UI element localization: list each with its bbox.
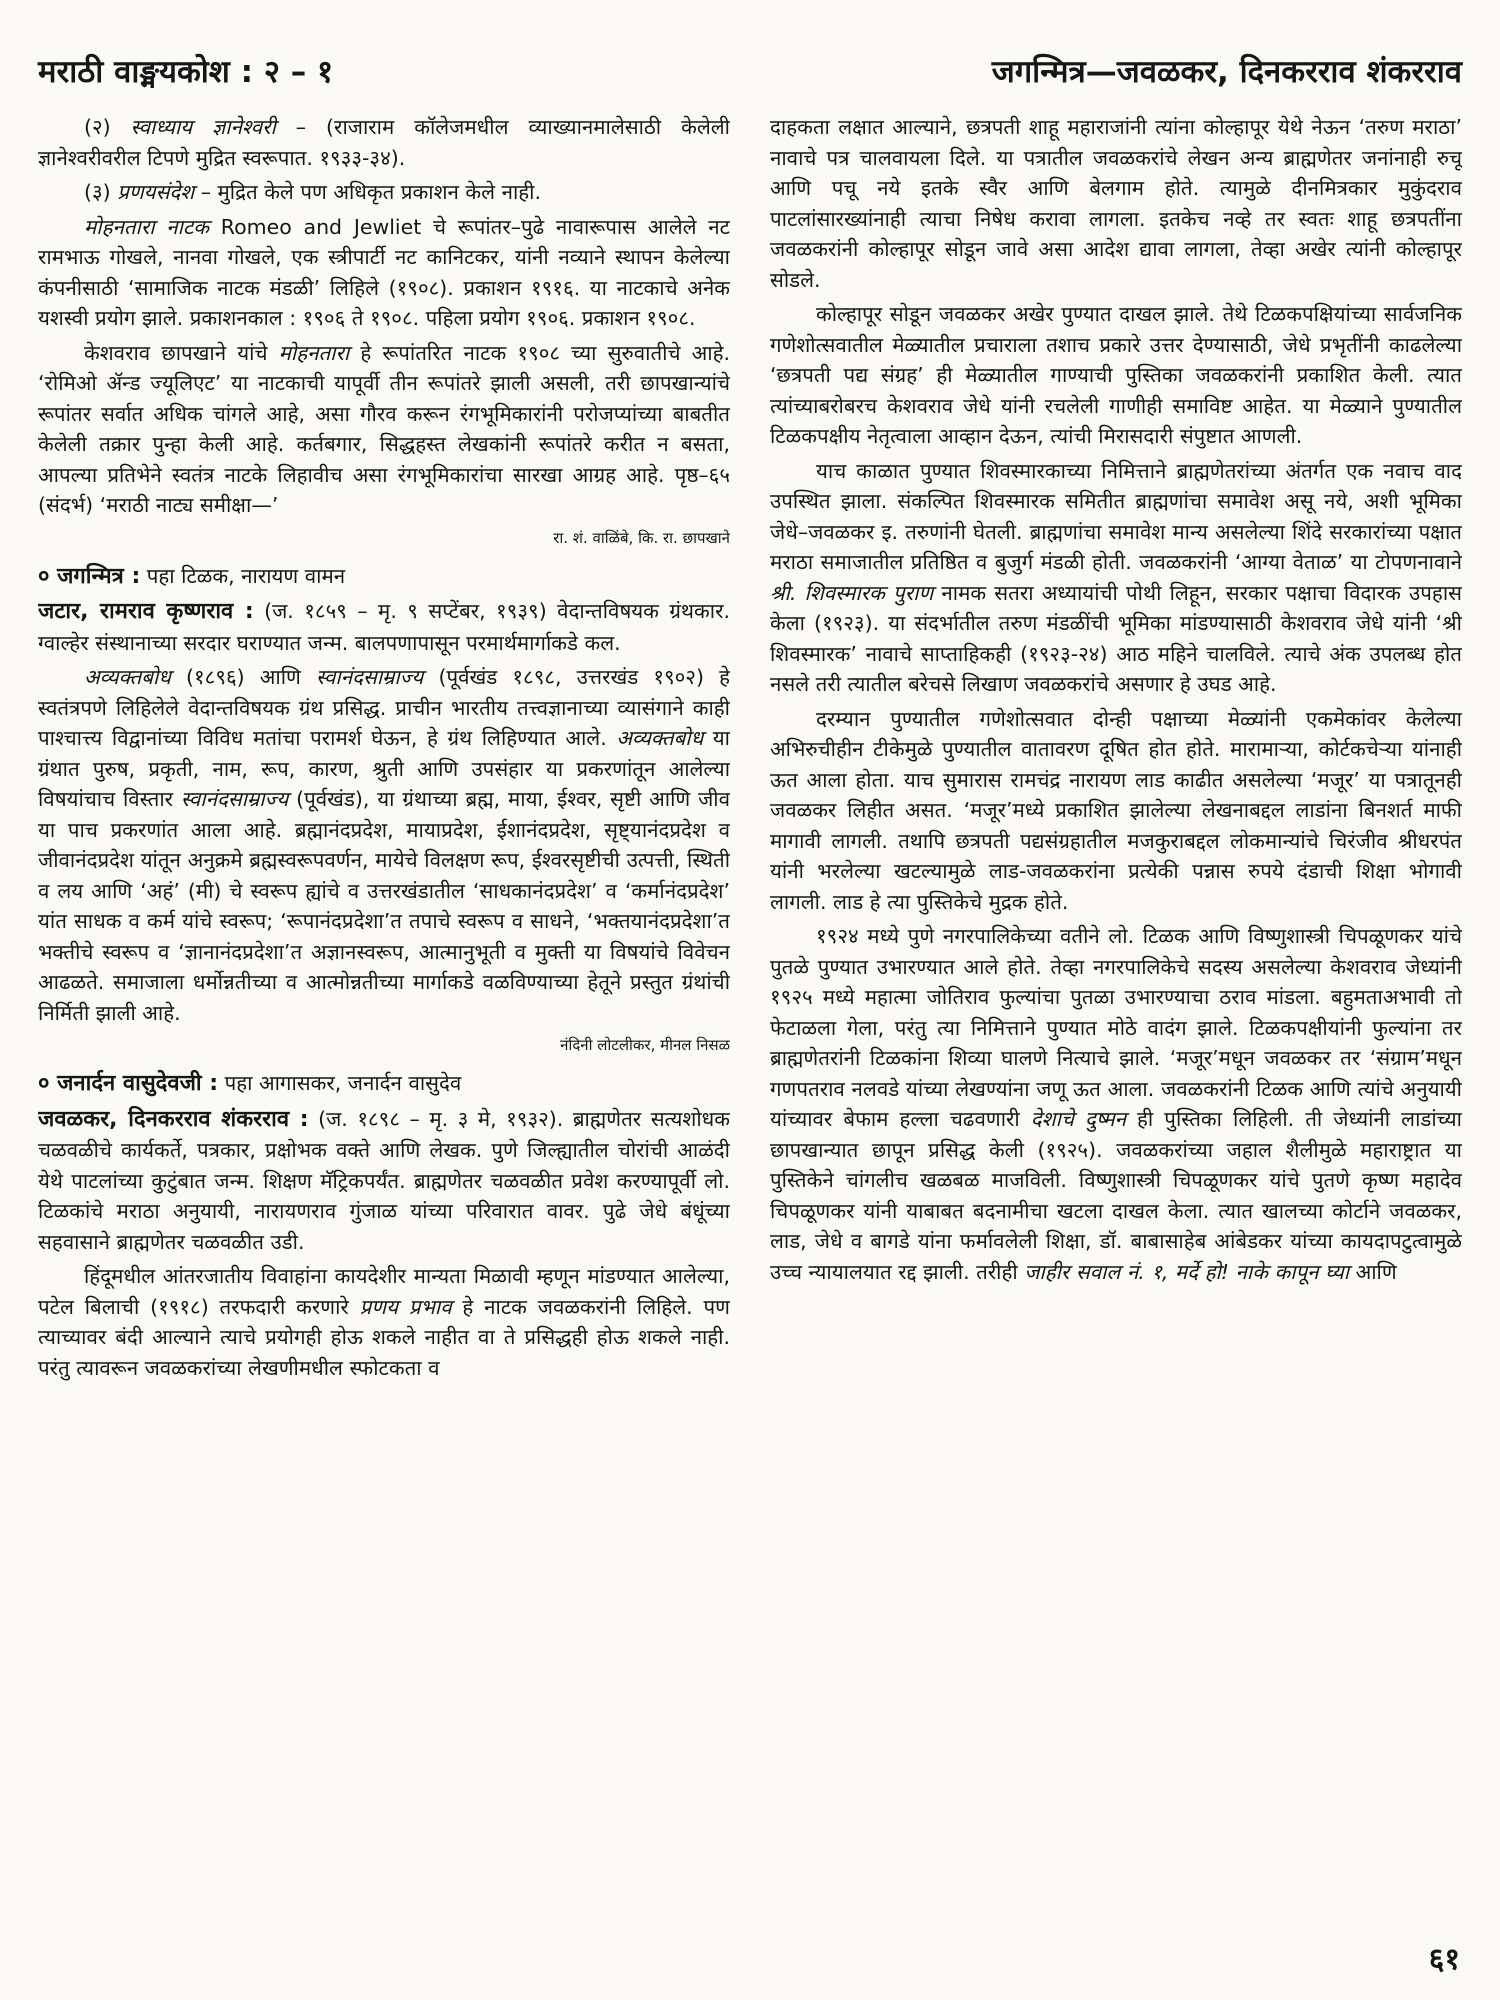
entry-janardan: ० जनार्दन वासुदेवजी : पहा आगासकर, जनार्दन वासुदेव xyxy=(38,1071,462,1096)
header-right-title: जगन्मित्र—जवळकर, दिनकरराव शंकरराव xyxy=(991,54,1462,90)
paragraph-shivsmarak: याच काळात पुण्यात शिवस्मारकाच्या निमित्ताने ब्राह्मणेतरांच्या अंतर्गत एक नवाच वाद उपस्थित झाला. संकल्पित शिवस्मारक समितीत ब्राह्मणांचा समावेश असू नये, अशी भूमिका जेधे–जवळकर इ. तरुणांनी घेतली. ब्राह्मणांचा समावेश मान्य असलेल्या शिंदे सरकारांच्या पक्षात मराठा समाजातील प्रतिष्ठित व बुजुर्ग मंडळी होती. जवळकरांनी ‘आग्या वेताळ’ या टोपणनावाने श्री. शिवस्मारक पुराण नामक सतरा अध्यायांची पोथी लिहून, सरकार पक्षाचा विदारक उपहास केला (१९२३). या संदर्भातील तरुण मंडळींची भूमिका मांडण्यासाठी केशवराव जेधे यांनी ‘श्री शिवस्मारक’ नावाचे साप्ताहिकही (१९२३-२४) आठ महिने चालविले. त्याचे अंक उपलब्ध होत नसले तरी त्यातील बरेचसे लिखाण जवळकरांचे असणार हे उघड आहे. xyxy=(770,458,1462,696)
page-header xyxy=(38,36,1462,92)
byline-2: नंदिनी लोटलीकर, मीनल निसळ xyxy=(560,1036,730,1054)
paragraph-pune-arrival: कोल्हापूर सोडून जवळकर अखेर पुण्यात दाखल झाले. तेथे टिळकपक्षियांच्या सार्वजनिक गणेशोत्सवातील मेळ्यातील प्रचाराला तशाच प्रकारे उत्तर देण्यासाठी, जेधे प्रभृतींनी काढलेल्या ‘छत्रपती पद्य संग्रह’ ही मेळ्यातील गाण्याची पुस्तिका जवळकरांनी प्रकाशित केली. त्यात त्यांच्याबरोबरच केशवराव जेधे यांनी रचलेली गाणीही समाविष्ट आहेत. या मेळ्याने पुण्यातील टिळकपक्षीय नेतृत्वाला आव्हान देऊन, त्यांची मिरासदारी संपुष्टात आणली. xyxy=(770,302,1462,448)
byline-1: रा. शं. वाळिंबे, कि. रा. छापखाने xyxy=(553,528,730,547)
entry-jawalkar: जवळकर, दिनकरराव शंकरराव : (ज. १८९८ – मृ. ३ मे, १९३२). ब्राह्मणेतर सत्यशोधक चळवळीचे कार्यकर्ते, पत्रकार, प्रक्षोभक वक्ते आणि लेखक. पुणे जिल्ह्यातील चोरांची आळंदी येथे पाटलांच्या कुटुंबात जन्म. शिक्षण मॅट्रिकपर्यंत. ब्राह्मणेतर चळवळीत प्रवेश करण्यापूर्वी लो. टिळकांचे मराठा अनुयायी, नारायणराव गुंजाळ यांच्या परिवारात वावर. पुढे जेधे बंधूंच्या सहवासाने ब्राह्मणेतर चळवळीत उडी. xyxy=(38,1106,730,1254)
left-column xyxy=(38,112,730,1942)
entry-jaganmitra: ० जगन्मित्र : पहा टिळक, नारायण वामन xyxy=(38,563,346,589)
paragraph-pranaysandesh: (३) प्रणयसंदेश – मुद्रित केले पण अधिकृत प्रकाशन केले नाही. xyxy=(84,180,541,204)
right-column xyxy=(770,112,1462,1942)
paragraph-patel-bill: हिंदूमधील आंतरजातीय विवाहांना कायदेशीर मान्यता मिळावी म्हणून मांडण्यात आलेल्या, पटेल बिलाची (१९१८) तरफदारी करणारे प्रणय प्रभाव हे नाटक जवळकरांनी लिहिले. पण त्याच्यावर बंदी आल्याने त्याचे प्रयोगही होऊ शकले नाहीत वा ते प्रसिद्धही होऊ शकले नाही. परंतु त्यावरून जवळकरांच्या लेखणीमधील स्फोटकता व xyxy=(38,1264,730,1380)
paragraph-swadhyay: (२) स्वाध्याय ज्ञानेश्वरी – (राजाराम कॉलेजमधील व्याख्यानमालेसाठी केलेली ज्ञानेश्वरीवरील टिपणे मुद्रित स्वरूपात. १९३३-३४). xyxy=(38,115,730,170)
header-left-title: मराठी वाङ्मयकोश : २ – १ xyxy=(38,54,334,90)
text-columns xyxy=(38,112,1462,1942)
paragraph-mohantara: मोहनतारा नाटक Romeo and Jewliet चे रूपांतर–पुढे नावारूपास आलेले नट रामभाऊ गोखले, नानवा गोखले, एक स्त्रीपार्टी नट कानिटकर, यांनी नव्याने स्थापन केलेल्या कंपनीसाठी ‘सामाजिक नाटक मंडळी’ लिहिले (१९०८). प्रकाशन १९१६. या नाटकाचे अनेक यशस्वी प्रयोग झाले. प्रकाशनकाल : १९०६ ते १९०८. पहिला प्रयोग १९०६. प्रकाशन १९०८. xyxy=(38,214,730,330)
paragraph-chhapkhane: केशवराव छापखाने यांचे मोहनतारा हे रूपांतरित नाटक १९०८ च्या सुरुवातीचे आहे. ‘रोमिओ ॲन्ड ज्यूलिएट’ या नाटकाची यापूर्वी तीन रूपांतरे झाली असली, तरी छापखान्यांचे रूपांतर सर्वात अधिक चांगले आहे, असा गौरव करून रंगभूमिकारांनी परोजप्यांच्या बाबतीत केलेली तक्रार पुन्हा केली आहे. कर्तबगार, सिद्धहस्त लेखकांनी रूपांतरे करीत न बसता, आपल्या प्रतिभेने स्वतंत्र नाटके लिहावीच असा रंगभूमिकारांचा सारखा आग्रह आहे. पृष्ठ–६५ (संदर्भ) ‘मराठी नाट्य समीक्षा—’ xyxy=(38,340,730,517)
paragraph-ganeshotsav: दरम्यान पुण्यातील गणेशोत्सवात दोन्ही पक्षाच्या मेळ्यांनी एकमेकांवर केलेल्या अभिरुचीहीन टीकेमुळे पुण्यातील वातावरण दूषित होत होते. मारामाऱ्या, कोर्टकचेऱ्या यांनाही ऊत आला होता. याच सुमारास रामचंद्र नारायण लाड काढीत असलेल्या ‘मजूर’ या पत्रातूनही जवळकर लिहीत असत. ‘मजूर’मध्ये प्रकाशित झालेल्या लेखनाबद्दल लाडांना बिनशर्त माफी मागावी लागली. तथापि छत्रपती पद्यसंग्रहातील मजकुराबद्दल लोकमान्यांचे चिरंजीव श्रीधरपंत यांनी भरलेल्या खटल्यामुळे लाड-जवळकरांना प्रत्येकी पन्नास रुपये दंडाची शिक्षा भोगावी लागली. लाड हे त्या पुस्तिकेचे मुद्रक होते. xyxy=(770,706,1462,914)
page-number: ६१ xyxy=(1428,1942,1460,1977)
paragraph-statues: १९२४ मध्ये पुणे नगरपालिकेच्या वतीने लो. टिळक आणि विष्णुशास्त्री चिपळूणकर यांचे पुतळे पुण्यात उभारण्यात आले होते. तेव्हा नगरपालिकेचे सदस्य असलेल्या केशवराव जेध्यांनी १९२५ मध्ये महात्मा जोतिराव फुल्यांचा पुतळा उभारण्याचा ठराव मांडला. बहुमताअभावी तो फेटाळला गेला, परंतु त्या निमित्ताने पुण्यात मोठे वादंग झाले. टिळकपक्षीयांनी फुल्यांना तर ब्राह्मणेतरांनी टिळकांना शिव्या घालणे नित्याचे झाले. ‘मजूर’मधून जवळकर तर ‘संग्राम’मधून गणपतराव नलवडे यांच्या लेखण्यांना जणू ऊत आला. जवळकरांनी टिळक आणि त्यांचे अनुयायी यांच्यावर बेफाम हल्ला चढवणारी देशाचे दुष्मन ही पुस्तिका लिहिली. ती जेध्यांनी लाडांच्या छापखान्यात छापून प्रसिद्ध केली (१९२५). जवळकरांच्या जहाल शैलीमुळे महाराष्ट्रात या पुस्तिकेने चांगलीच खळबळ माजविली. विष्णुशास्त्री चिपळूणकर यांचे पुतणे कृष्ण महादेव चिपळूणकर यांनी याबाबत बदनामीचा खटला दाखल केला. त्यात खालच्या कोर्टाने जवळकर, लाड, जेधे व बागडे यांना फर्मावलेली शिक्षा, डॉ. बाबासाहेब आंबेडकर यांच्या कायदापटुत्वामुळे उच्च न्यायालयात रद्द झाली. तरीही जाहीर सवाल नं. १, मर्दे हो! नाके कापून घ्या आणि xyxy=(770,924,1462,1284)
paragraph-avyaktabodh: अव्यक्तबोध (१८९६) आणि स्वानंदसाम्राज्य (पूर्वखंड १८९८, उत्तरखंड १९०२) हे स्वतंत्रपणे लिहिलेले वेदान्तविषयक ग्रंथ प्रसिद्ध. प्राचीन भारतीय तत्त्वज्ञानाच्या व्यासंगाने काही पाश्चात्त्य विद्वानांच्या विविध मतांचा परामर्श घेऊन, हे ग्रंथ लिहिण्यात आले. अव्यक्तबोध या ग्रंथात पुरुष, प्रकृती, नाम, रूप, कारण, श्रुती आणि उपसंहार या प्रकरणांतून आलेल्या विषयांचाच विस्तार स्वानंदसाम्राज्य (पूर्वखंड), या ग्रंथाच्या ब्रह्म, माया, ईश्वर, सृष्टी आणि जीव या पाच प्रकरणांत आला आहे. ब्रह्मानंदप्रदेश, मायाप्रदेश, ईशानंदप्रदेश, सृष्ट्यानंदप्रदेश व जीवानंदप्रदेश यांतून अनुक्रमे ब्रह्मस्वरूपवर्णन, मायेचे विलक्षण रूप, ईश्वरसृष्टीची उत्पत्ती, स्थिती व लय आणि ‘अहं’ (मी) चे स्वरूप ह्यांचे व उत्तरखंडातील ‘साधकानंदप्रदेश’ व ‘कर्मानंदप्रदेश’ यांत साधक व कर्म यांचे स्वरूप; ‘रूपानंदप्रदेशा’त तपाचे स्वरूप व साधने, ‘भक्तयानंदप्रदेशा’त भक्तीचे स्वरूप व ‘ज्ञानानंदप्रदेशा’त अज्ञानस्वरूप, आत्मानुभूती व मुक्ती या विषयांचे विवेचन आढळते. समाजाला धर्मोन्नतीच्या व आत्मोन्नतीच्या मार्गाकडे वळविण्याच्या हेतूने प्रस्तुत ग्रंथांची निर्मिती झाली आहे. xyxy=(38,665,730,1025)
paragraph-tarun-maratha: दाहकता लक्षात आल्याने, छत्रपती शाहू महाराजांनी त्यांना कोल्हापूर येथे नेऊन ‘तरुण मराठा’ नावाचे पत्र चालवायला दिले. या पत्रातील जवळकरांचे लेखन अन्य ब्राह्मणेतर जनांनाही रुचू आणि पचू नये इतके स्वैर आणि बेलगाम होते. त्यामुळे दीनमित्रकार मुकुंदराव पाटलांसारख्यांनाही त्याचा निषेध करावा लागला. इतकेच नव्हे तर स्वतः शाहू छत्रपतींना जवळकरांनी कोल्हापूर सोडून जावे असा आदेश द्यावा लागला, तेव्हा अखेर त्यांनी कोल्हापूर सोडले. xyxy=(770,115,1462,292)
entry-jatar: जटार, रामराव कृष्णराव : (ज. १८५९ – मृ. ९ सप्टेंबर, १९३९) वेदान्तविषयक ग्रंथकार. ग्वाल्हेर संस्थानाच्या सरदार घराण्यात जन्म. बालपणापासून परमार्थमार्गाकडे कल. xyxy=(38,599,730,655)
